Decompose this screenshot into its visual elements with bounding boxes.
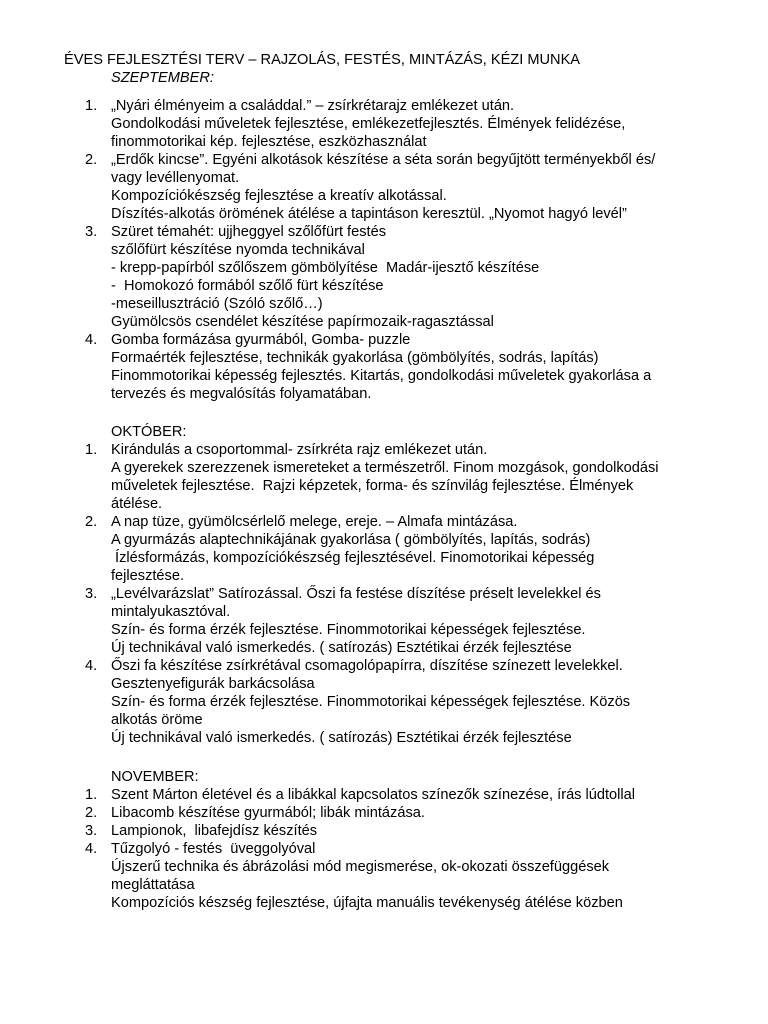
list-item-text-line: A gyurmázás alaptechnikájának gyakorlása ( gömbölyítés, lapítás, sodrás): [111, 532, 591, 548]
list-item-text-line: Újszerű technika és ábrázolási mód megismerése, ok-okozati összefüggések: [111, 859, 610, 875]
list-item-text-line: A gyerekek szerezzenek ismereteket a természetről. Finom mozgások, gondolkodási: [111, 460, 659, 476]
list-item-text-line: Kirándulás a csoportommal- zsírkréta rajz emlékezet után.: [111, 442, 488, 458]
list-item: [0, 151, 768, 223]
month-heading-november: NOVEMBER:: [111, 769, 199, 785]
document-title: ÉVES FEJLESZTÉSI TERV – RAJZOLÁS, FESTÉS, MINTÁZÁS, KÉZI MUNKA: [64, 52, 581, 68]
list-item-text-line: Szent Márton életével és a libákkal kapcsolatos színezők színezése, írás lúdtollal: [111, 787, 636, 803]
september-list: [0, 97, 768, 403]
list-item-text-line: - krepp-papírból szőlőszem gömbölyítése Madár-ijesztő készítése: [111, 260, 540, 276]
list-item: [0, 657, 768, 747]
list-item-text-line: műveletek fejlesztése. Rajzi képzetek, forma- és színvilág fejlesztése. Élmények: [111, 478, 634, 494]
list-item-number: 1.: [85, 787, 98, 803]
list-item: [0, 804, 768, 822]
list-item-text-line: átélése.: [111, 496, 163, 512]
list-item: [0, 513, 768, 585]
list-item-text-line: „Levélvarázslat” Satírozással. Őszi fa festése díszítése préselt levelekkel és: [111, 586, 601, 602]
list-item: [0, 786, 768, 804]
list-item-text-line: Gomba formázása gyurmából, Gomba- puzzle: [111, 332, 411, 348]
list-item-text-line: Libacomb készítése gyurmából; libák mintázása.: [111, 805, 425, 821]
list-item-number: 1.: [85, 98, 98, 114]
list-item-number: 3.: [85, 823, 98, 839]
list-item-text-line: „Erdők kincse”. Egyéni alkotások készítése a séta során begyűjtött terményekből és/: [111, 152, 656, 168]
list-item-number: 3.: [85, 586, 98, 602]
list-item-text-line: Kompozíciókészség fejlesztése a kreatív alkotással.: [111, 188, 447, 204]
list-item-number: 4.: [85, 332, 98, 348]
list-item-text-line: Kompozíciós készség fejlesztése, újfajta manuális tevékenység átélése közben: [111, 895, 623, 911]
list-item-text-line: Szín- és forma érzék fejlesztése. Finommotorikai képességek fejlesztése.: [111, 622, 586, 638]
list-item-text-line: Szín- és forma érzék fejlesztése. Finommotorikai képességek fejlesztése. Közös: [111, 694, 631, 710]
list-item-number: 4.: [85, 658, 98, 674]
list-item-text-line: Gesztenyefigurák barkácsolása: [111, 676, 315, 692]
list-item-text-line: szőlőfürt készítése nyomda technikával: [111, 242, 365, 258]
list-item-text-line: Tűzgolyó - festés üveggolyóval: [111, 841, 316, 857]
list-item: [0, 822, 768, 840]
november-list: [0, 786, 768, 912]
list-item-number: 2.: [85, 805, 98, 821]
month-heading-october: OKTÓBER:: [111, 424, 187, 440]
list-item-text-line: Díszítés-alkotás örömének átélése a tapintáson keresztül. „Nyomot hagyó levél”: [111, 206, 627, 222]
list-item-text-line: mintalyukasztóval.: [111, 604, 231, 620]
list-item-text-line: Őszi fa készítése zsírkrétával csomagolópapírra, díszítése színezett levelekkel.: [111, 658, 623, 674]
list-item-text-line: Szüret témahét: ujjheggyel szőlőfürt festés: [111, 224, 386, 240]
list-item-number: 1.: [85, 442, 98, 458]
list-item: [0, 223, 768, 331]
list-item-text-line: Gondolkodási műveletek fejlesztése, emlékezetfejlesztés. Élmények felidézése,: [111, 116, 626, 132]
list-item-text-line: -meseillusztráció (Szóló szőlő…): [111, 296, 323, 312]
list-item-text-line: Ízlésformázás, kompozíciókészség fejlesztésével. Finomotorikai képesség: [111, 550, 595, 566]
list-item: [0, 840, 768, 912]
list-item: [0, 441, 768, 513]
list-item-text-line: Új technikával való ismerkedés. ( satírozás) Esztétikai érzék fejlesztése: [111, 730, 572, 746]
october-list: [0, 441, 768, 747]
list-item-number: 2.: [85, 514, 98, 530]
list-item: [0, 331, 768, 403]
list-item-text-line: A nap tüze, gyümölcsérlelő melege, ereje. – Almafa mintázása.: [111, 514, 518, 530]
list-item-text-line: - Homokozó formából szőlő fürt készítése: [111, 278, 384, 294]
month-heading-september: SZEPTEMBER:: [111, 70, 214, 86]
list-item-number: 2.: [85, 152, 98, 168]
list-item: [0, 585, 768, 657]
list-item: [0, 97, 768, 151]
list-item-text-line: tervezés és megvalósítás folyamatában.: [111, 386, 372, 402]
list-item-text-line: „Nyári élményeim a családdal.” – zsírkrétarajz emlékezet után.: [111, 98, 515, 114]
list-item-text-line: Finommotorikai képesség fejlesztés. Kitartás, gondolkodási műveletek gyakorlása a: [111, 368, 652, 384]
list-item-text-line: vagy levéllenyomat.: [111, 170, 240, 186]
list-item-number: 3.: [85, 224, 98, 240]
list-item-text-line: megláttatása: [111, 877, 195, 893]
list-item-text-line: Gyümölcsös csendélet készítése papírmozaik-ragasztással: [111, 314, 494, 330]
list-item-text-line: Formaérték fejlesztése, technikák gyakorlása (gömbölyítés, sodrás, lapítás): [111, 350, 599, 366]
list-item-text-line: alkotás öröme: [111, 712, 203, 728]
list-item-text-line: finommotorikai kép. fejlesztése, eszközhasználat: [111, 134, 427, 150]
list-item-text-line: Új technikával való ismerkedés. ( satírozás) Esztétikai érzék fejlesztése: [111, 640, 572, 656]
list-item-text-line: fejlesztése.: [111, 568, 185, 584]
list-item-text-line: Lampionok, libafejdísz készítés: [111, 823, 318, 839]
list-item-number: 4.: [85, 841, 98, 857]
